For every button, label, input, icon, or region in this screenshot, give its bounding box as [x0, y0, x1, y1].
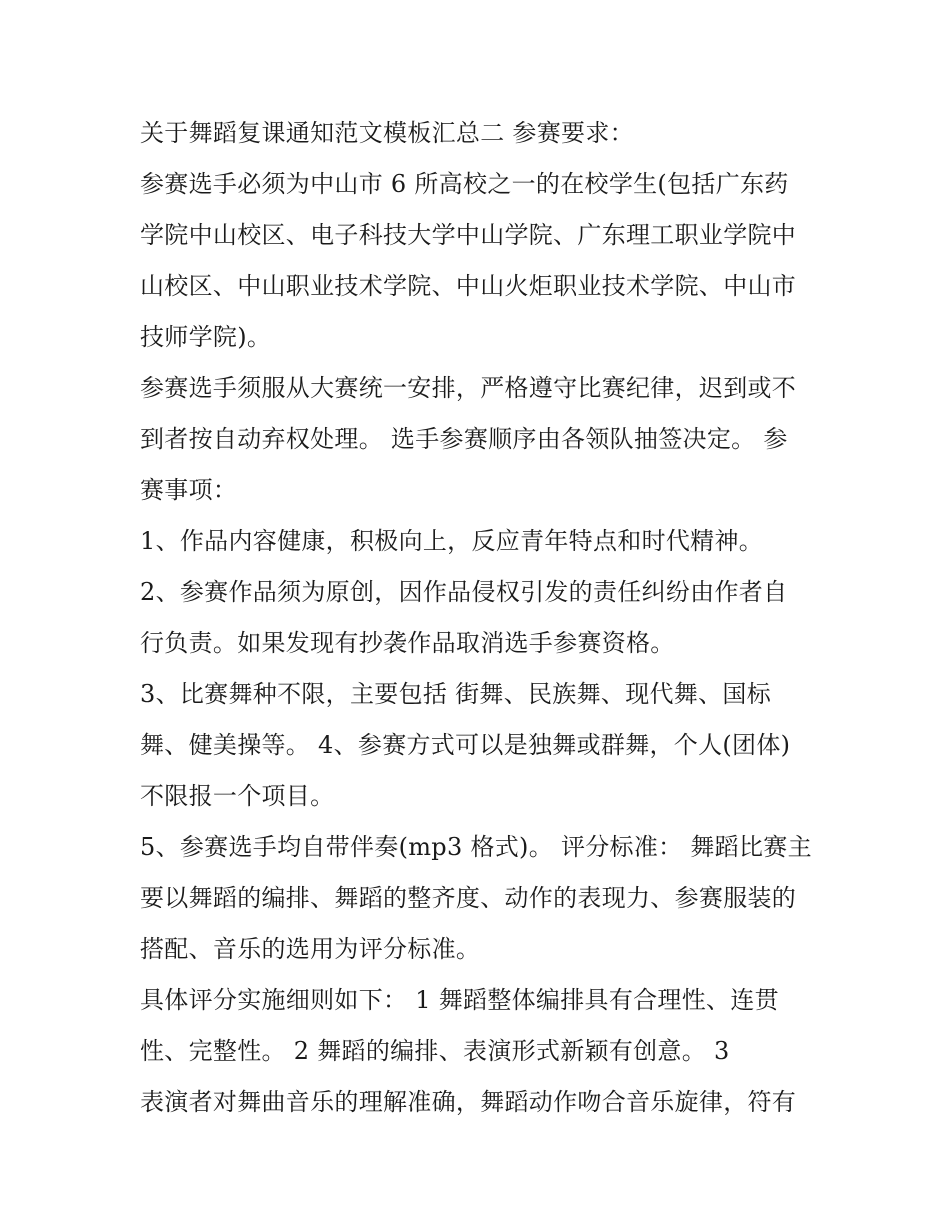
text-line: 行负责。如果发现有抄袭作品取消选手参赛资格。	[140, 629, 675, 657]
text-line: 5、参赛选手均自带伴奏(mp3 格式)。 评分标准： 舞蹈比赛主	[140, 833, 812, 861]
document-title-line: 关于舞蹈复课通知范文模板汇总二 参赛要求：	[140, 119, 634, 147]
document-body	[140, 108, 820, 1128]
text-line: 3、比赛舞种不限，主要包括 街舞、民族舞、现代舞、国标	[140, 680, 771, 708]
text-line: 山校区、中山职业技术学院、中山火炬职业技术学院、中山市	[140, 272, 797, 300]
text-line: 赛事项：	[140, 476, 238, 504]
text-line: 参赛选手必须为中山市 6 所高校之一的在校学生(包括广东药	[140, 170, 789, 198]
text-line: 表演者对舞曲音乐的理解准确，舞蹈动作吻合音乐旋律，符有	[140, 1088, 797, 1116]
text-line: 搭配、音乐的选用为评分标准。	[140, 935, 481, 963]
text-line: 1、作品内容健康，积极向上，反应青年特点和时代精神。	[140, 527, 764, 555]
text-line: 学院中山校区、电子科技大学中山学院、广东理工职业学院中	[140, 221, 797, 249]
text-line: 参赛选手须服从大赛统一安排，严格遵守比赛纪律，迟到或不	[140, 374, 797, 402]
text-line: 不限报一个项目。	[140, 782, 335, 810]
text-line: 到者按自动弃权处理。 选手参赛顺序由各领队抽签决定。 参	[140, 425, 788, 453]
text-line: 性、完整性。 2 舞蹈的编排、表演形式新颖有创意。 3	[140, 1037, 730, 1065]
text-line: 具体评分实施细则如下： 1 舞蹈整体编排具有合理性、连贯	[140, 986, 779, 1014]
text-line: 要以舞蹈的编排、舞蹈的整齐度、动作的表现力、参赛服装的	[140, 884, 797, 912]
text-line: 技师学院)。	[140, 323, 272, 351]
text-line: 舞、健美操等。 4、参赛方式可以是独舞或群舞，个人(团体)	[140, 731, 791, 759]
text-line: 2、参赛作品须为原创，因作品侵权引发的责任纠纷由作者自	[140, 578, 788, 606]
